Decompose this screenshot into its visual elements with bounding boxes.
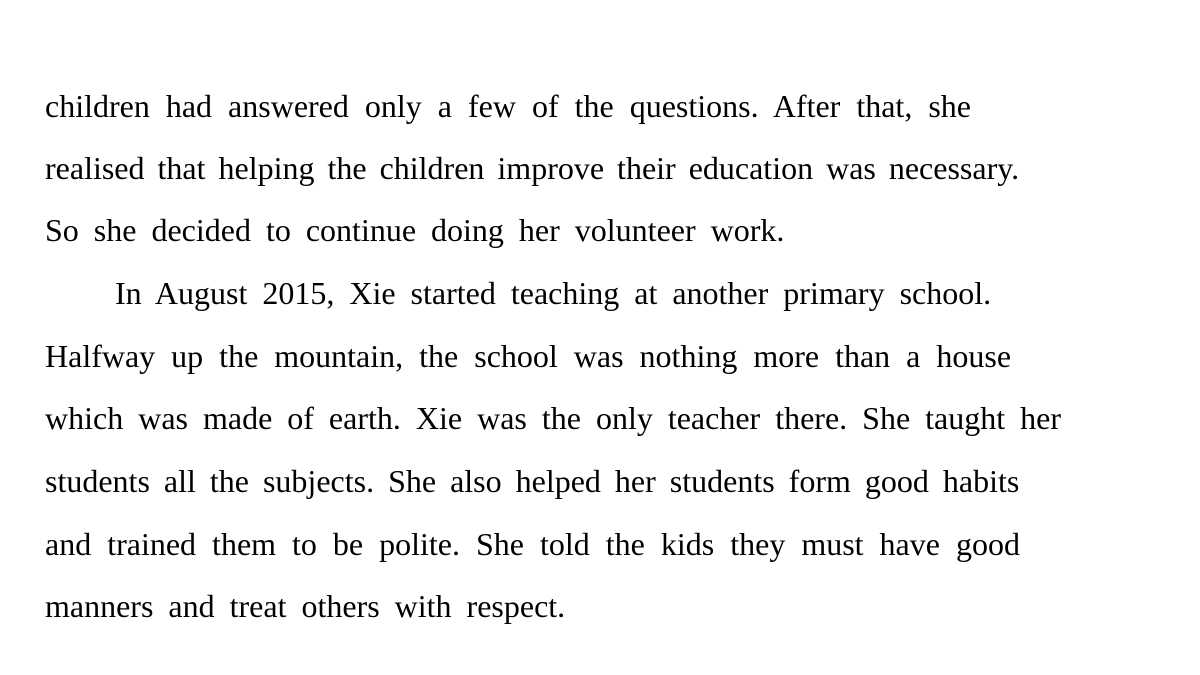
text-line: which was made of earth. Xie was the only teacher there. She taught her — [45, 400, 1061, 436]
text-line: realised that helping the children improve their education was necessary. — [45, 150, 1020, 186]
paragraph-first-line: In August 2015, Xie started teaching at another primary school. — [115, 275, 992, 311]
text-line: Halfway up the mountain, the school was nothing more than a house — [45, 338, 1012, 374]
text-line: So she decided to continue doing her volunteer work. — [45, 212, 785, 248]
text-line: manners and treat others with respect. — [45, 588, 566, 624]
text-line: and trained them to be polite. She told the kids they must have good — [45, 526, 1020, 562]
text-line: students all the subjects. She also helped her students form good habits — [45, 463, 1020, 499]
text-line: children had answered only a few of the questions. After that, she — [45, 88, 971, 124]
